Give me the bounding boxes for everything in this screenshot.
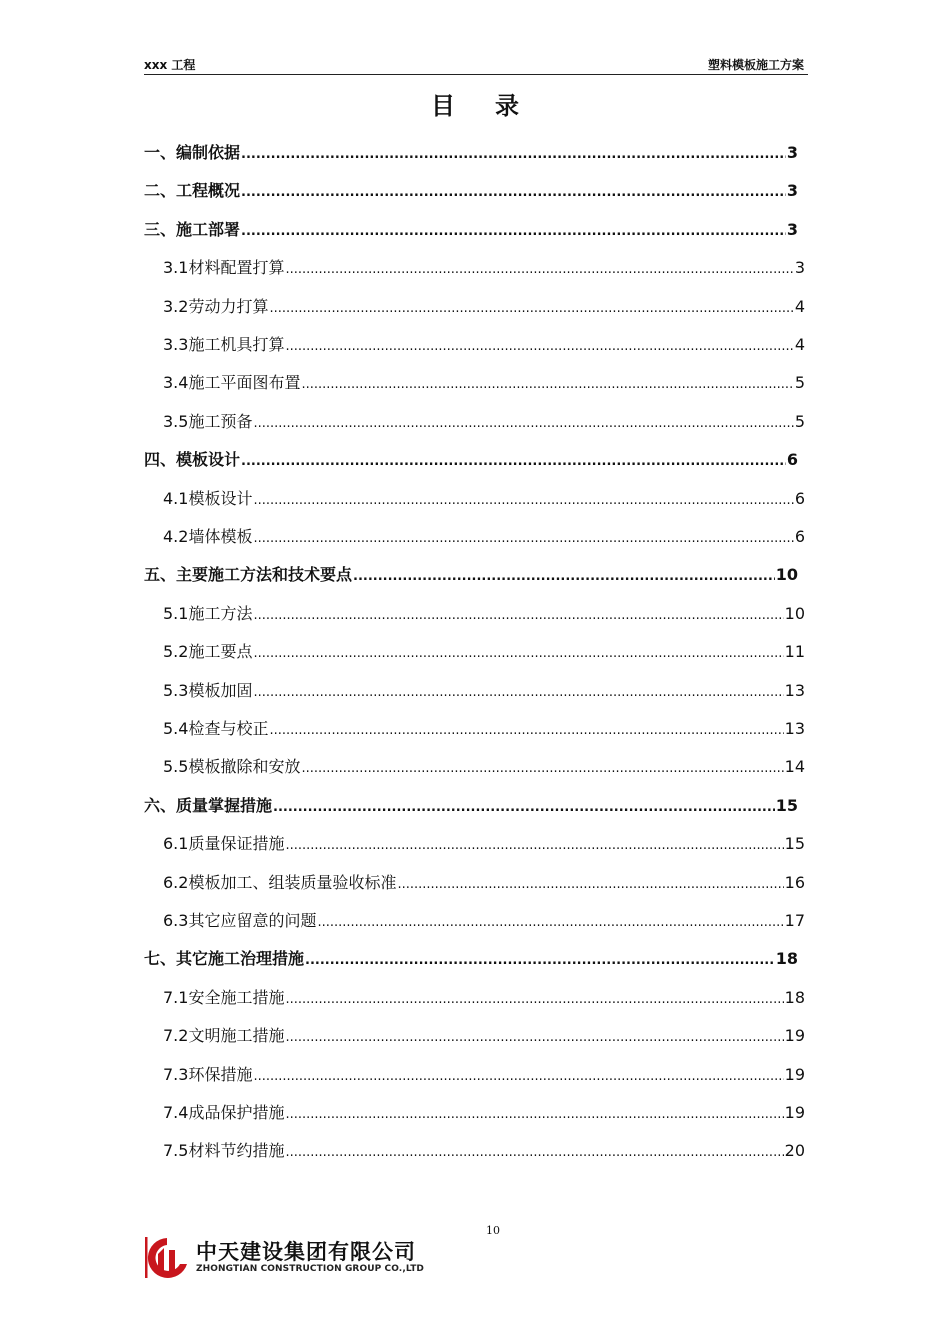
toc-section-entry[interactable] [163, 831, 805, 855]
toc-dot-leader [253, 489, 793, 508]
toc-entry-page: 14 [784, 757, 805, 777]
toc-entry-label: 3.4施工平面图布置 [163, 373, 301, 393]
toc-dot-leader [241, 181, 786, 200]
company-name-chinese: 中天建设集团有限公司 [196, 1240, 416, 1264]
toc-entry-label: 四、模板设计 [144, 450, 241, 470]
toc-entry-label: 五、主要施工方法和技术要点 [144, 565, 353, 585]
toc-entry-page: 13 [784, 680, 805, 700]
toc-dot-leader [269, 297, 793, 316]
toc-entry-label: 三、施工部署 [144, 219, 241, 239]
header-project-name: xxx 工程 [144, 58, 196, 72]
toc-dot-leader [253, 642, 783, 661]
toc-entry-label: 7.4成品保护措施 [163, 1103, 285, 1122]
toc-entry-label: 3.1材料配置打算 [163, 258, 285, 278]
toc-entry-label: 一、编制依据 [144, 143, 241, 162]
toc-entry-label: 4.2墙体模板 [163, 527, 253, 546]
toc-section-entry[interactable] [163, 294, 805, 318]
toc-dot-leader [241, 143, 786, 162]
toc-entry-page: 3 [786, 143, 798, 162]
toc-dot-leader [269, 719, 783, 738]
toc-dot-leader [273, 796, 775, 815]
toc-entry-page: 5 [794, 373, 805, 393]
toc-dot-leader [285, 834, 783, 853]
toc-dot-leader [241, 450, 786, 469]
toc-entry-page: 11 [784, 642, 805, 662]
toc-entry-label: 4.1模板设计 [163, 488, 253, 508]
toc-chapter-entry[interactable] [144, 140, 798, 164]
toc-entry-page: 5 [794, 411, 805, 431]
toc-entry-label: 7.1安全施工措施 [163, 987, 285, 1007]
toc-entry-label: 5.3模板加固 [163, 680, 253, 700]
toc-section-entry[interactable] [163, 1062, 805, 1086]
toc-section-entry[interactable] [163, 716, 805, 740]
toc-section-entry[interactable] [163, 870, 805, 894]
toc-entry-page: 4 [794, 296, 805, 316]
toc-section-entry[interactable] [163, 370, 805, 394]
header-document-title: 塑料模板施工方案 [707, 58, 804, 72]
toc-entry-page: 15 [784, 834, 805, 854]
toc-section-entry[interactable] [163, 754, 805, 778]
toc-entry-page: 10 [784, 603, 805, 623]
toc-entry-label: 5.2施工要点 [163, 642, 253, 662]
toc-entry-label: 6.3其它应留意的问题 [163, 911, 317, 930]
toc-entry-label: 3.5施工预备 [163, 411, 253, 431]
toc-chapter-entry[interactable] [144, 217, 798, 241]
toc-entry-page: 6 [794, 488, 805, 508]
toc-dot-leader [397, 873, 783, 892]
toc-entry-label: 7.5材料节约措施 [163, 1141, 285, 1161]
toc-dot-leader [253, 604, 783, 623]
toc-section-entry[interactable] [163, 1100, 805, 1124]
toc-entry-label: 6.2模板加工、组装质量验收标准 [163, 872, 397, 892]
toc-dot-leader [253, 412, 793, 431]
toc-section-entry[interactable] [163, 908, 805, 932]
toc-dot-leader [285, 1103, 783, 1122]
toc-section-entry[interactable] [163, 1138, 805, 1162]
toc-dot-leader [285, 258, 793, 277]
company-name-english: ZHONGTIAN CONSTRUCTION GROUP CO.,LTD [196, 1264, 425, 1274]
toc-dot-leader [285, 335, 793, 354]
toc-chapter-entry[interactable] [144, 946, 798, 970]
toc-chapter-entry[interactable] [144, 793, 798, 817]
toc-dot-leader [253, 1065, 783, 1084]
toc-section-entry[interactable] [163, 985, 805, 1009]
toc-entry-page: 16 [784, 872, 805, 892]
page-header [144, 56, 808, 75]
toc-dot-leader [305, 949, 775, 968]
toc-dot-leader [301, 373, 793, 392]
toc-entry-label: 6.1质量保证措施 [163, 834, 285, 854]
toc-section-entry[interactable] [163, 524, 805, 548]
toc-dot-leader [353, 565, 775, 584]
toc-entry-label: 七、其它施工治理措施 [144, 949, 305, 969]
toc-chapter-entry[interactable] [144, 447, 798, 471]
toc-chapter-entry[interactable] [144, 178, 798, 202]
toc-entry-page: 4 [794, 335, 805, 354]
toc-section-entry[interactable] [163, 1023, 805, 1047]
toc-entry-label: 5.4检查与校正 [163, 719, 269, 738]
toc-entry-page: 19 [784, 1064, 805, 1084]
toc-section-entry[interactable] [163, 409, 805, 433]
toc-entry-label: 5.1施工方法 [163, 603, 253, 623]
company-logo [144, 1232, 425, 1282]
toc-entry-page: 6 [786, 450, 798, 470]
toc-entry-page: 18 [784, 987, 805, 1007]
toc-entry-label: 7.3环保措施 [163, 1064, 253, 1084]
toc-entry-page: 17 [784, 911, 805, 930]
toc-entry-label: 7.2文明施工措施 [163, 1026, 285, 1046]
toc-section-entry[interactable] [163, 639, 805, 663]
toc-section-entry[interactable] [163, 255, 805, 279]
toc-entry-label: 六、质量掌握措施 [144, 795, 273, 815]
toc-chapter-entry[interactable] [144, 562, 798, 586]
toc-dot-leader [253, 681, 783, 700]
page-number: 10 [486, 1224, 500, 1237]
toc-entry-page: 6 [794, 527, 805, 546]
toc-section-entry[interactable] [163, 486, 805, 510]
company-logo-icon [144, 1234, 190, 1280]
toc-entry-page: 10 [775, 565, 798, 585]
toc-entry-page: 15 [775, 795, 798, 815]
toc-entry-page: 13 [784, 719, 805, 738]
toc-entry-page: 3 [794, 258, 805, 278]
toc-dot-leader [285, 1026, 783, 1045]
toc-dot-leader [285, 1141, 783, 1160]
toc-entry-page: 19 [784, 1103, 805, 1122]
toc-dot-leader [317, 911, 783, 930]
toc-entry-label: 5.5模板撤除和安放 [163, 757, 301, 777]
toc-section-entry[interactable] [163, 678, 805, 702]
toc-section-entry[interactable] [163, 332, 805, 356]
toc-entry-label: 3.3施工机具打算 [163, 335, 285, 354]
toc-dot-leader [285, 988, 783, 1007]
toc-section-entry[interactable] [163, 601, 805, 625]
toc-entry-page: 19 [784, 1026, 805, 1046]
toc-title: 目录 [431, 92, 559, 120]
toc-entry-page: 18 [775, 949, 798, 969]
toc-dot-leader [253, 527, 793, 546]
toc-dot-leader [301, 757, 783, 776]
toc-entry-label: 二、工程概况 [144, 181, 241, 201]
toc-entry-label: 3.2劳动力打算 [163, 296, 269, 316]
toc-entry-page: 20 [784, 1141, 805, 1161]
toc-entry-page: 3 [786, 181, 798, 201]
toc-dot-leader [241, 220, 786, 239]
toc-entry-page: 3 [786, 219, 798, 239]
